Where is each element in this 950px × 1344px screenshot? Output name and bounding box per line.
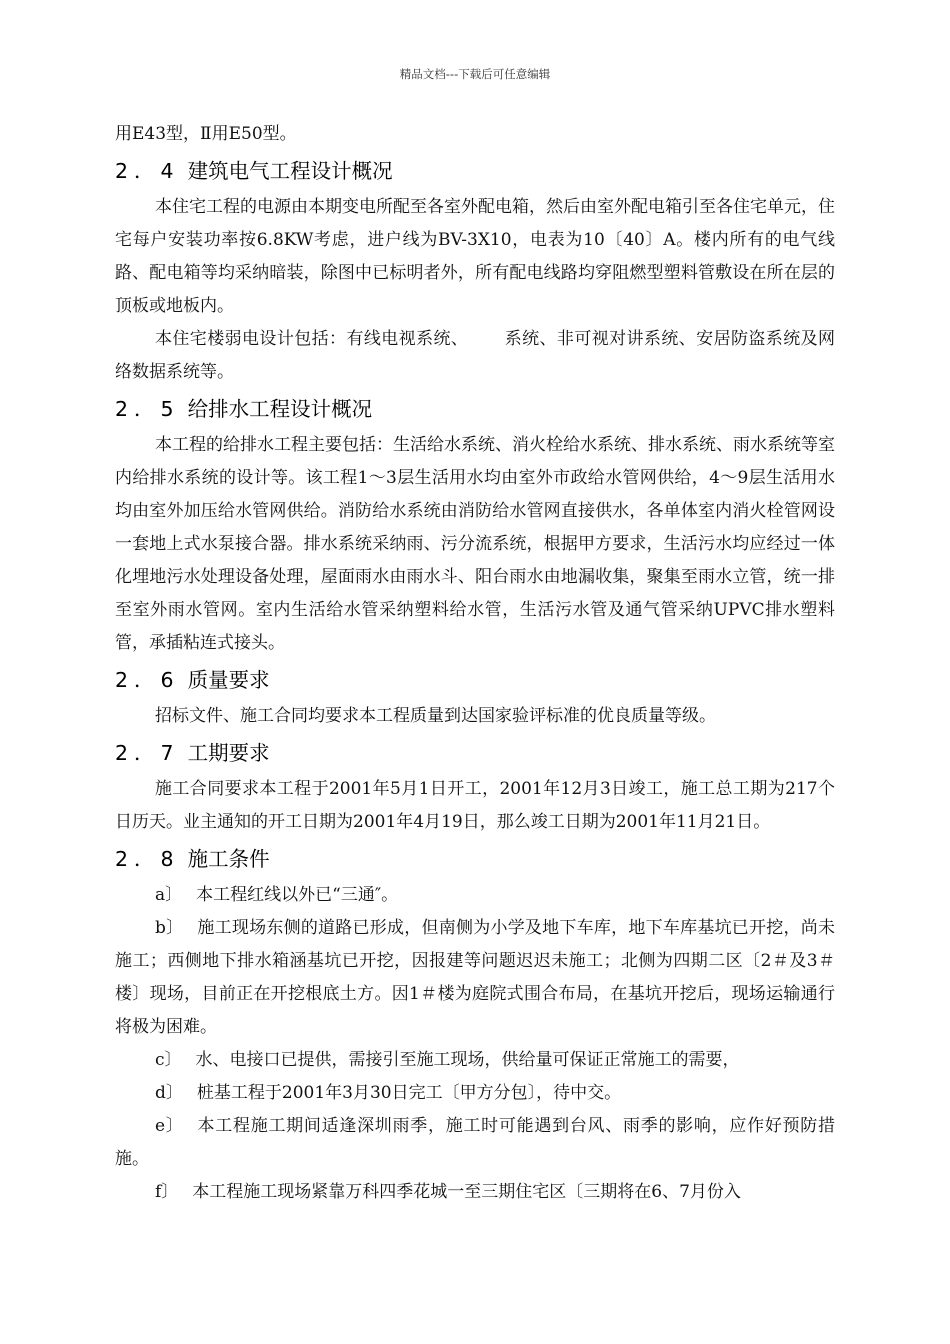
list-marker: d〕	[155, 1083, 183, 1103]
list-item-text: 本工程施工期间适逢深圳雨季，施工时可能遇到台风、雨季的影响，应作好预防措施。	[115, 1116, 836, 1169]
list-item	[115, 1176, 835, 1209]
list-item-text: 本工程施工现场紧靠万科四季花城一至三期住宅区〔三期将在6、7月份入	[192, 1182, 741, 1202]
list-item	[115, 879, 835, 912]
list-item-text: 施工现场东侧的道路已形成，但南侧为小学及地下车库，地下车库基坑已开挖，尚未施工；西侧地下排水箱涵基坑已开挖，因报建等问题迟迟未施工；北侧为四期二区〔2＃及3＃楼〕现场，目前正在开挖根底土方。因1＃楼为庭院式围合布局，在基坑开挖后，现场运输通行将极为困难。	[115, 918, 836, 1037]
paragraph	[115, 323, 835, 389]
list-marker: e〕	[155, 1116, 184, 1136]
section-title: 建筑电气工程设计概况	[187, 159, 393, 183]
paragraph: 本工程的给排水工程主要包括：生活给水系统、消火栓给水系统、排水系统、雨水系统等室内给排水系统的设计等。该工程1～3层生活用水均由室外市政给水管网供给，4～9层生活用水均由室外加压给水管网供给。消防给水系统由消防给水管网直接供水，各单体室内消火栓管网设一套地上式水泵接合器。排水系统采纳雨、污分流系统，根据甲方要求，生活污水均应经过一体化埋地污水处理设备处理，屋面雨水由雨水斗、阳台雨水由地漏收集，聚集至雨水立管，统一排至室外雨水管网。室内生活给水管采纳塑料给水管，生活污水管及通气管采纳UPVC排水塑料管，承插粘连式接头。	[115, 435, 835, 653]
list-item-text: 桩基工程于2001年3月30日完工〔甲方分包〕，待中交。	[196, 1083, 622, 1103]
paragraph: 本住宅工程的电源由本期变电所配至各室外配电箱，然后由室外配电箱引至各住宅单元，住宅每户安装功率按6.8KW考虑，进户线为BV-3X10，电表为10〔40〕A。楼内所有的电气线路、配电箱等均采纳暗装，除图中已标明者外，所有配电线路均穿阻燃型塑料管敷设在所在层的顶板或地板内。	[115, 197, 835, 316]
paragraph-part: 本住宅楼弱电设计包括：有线电视系统、	[155, 329, 469, 349]
section-heading-2-6	[115, 660, 835, 700]
list-item	[115, 1077, 835, 1110]
section-number: 2．4	[115, 159, 180, 183]
list-marker: c〕	[155, 1050, 182, 1070]
section-heading-2-5	[115, 389, 835, 429]
section-title: 施工条件	[187, 847, 270, 871]
list-marker: f〕	[155, 1182, 179, 1202]
list-item	[115, 1044, 835, 1077]
section-title: 给排水工程设计概况	[187, 397, 373, 421]
intro-line: 用E43型，Ⅱ用E50型。	[115, 124, 297, 144]
section-heading-2-7	[115, 733, 835, 773]
list-item	[115, 912, 835, 1044]
section-number: 2．5	[115, 397, 180, 421]
list-item	[115, 1110, 835, 1176]
section-heading-2-4	[115, 151, 835, 191]
section-title: 工期要求	[187, 741, 270, 765]
section-heading-2-8	[115, 839, 835, 879]
list-item-text: 本工程红线以外已“三通″。	[196, 885, 399, 905]
list-marker: a〕	[155, 885, 183, 905]
section-number: 2．6	[115, 668, 180, 692]
list-marker: b〕	[155, 918, 184, 938]
paragraph: 招标文件、施工合同均要求本工程质量到达国家验评标准的优良质量等级。	[155, 706, 716, 726]
section-title: 质量要求	[187, 668, 270, 692]
page-header: 精品文档---下载后可任意编辑	[399, 67, 551, 81]
paragraph: 施工合同要求本工程于2001年5月1日开工，2001年12月3日竣工，施工总工期为217个日历天。业主通知的开工日期为2001年4月19日，那么竣工日期为2001年11月21日。	[115, 779, 835, 832]
section-number: 2．7	[115, 741, 180, 765]
document-body	[115, 118, 835, 1209]
section-number: 2．8	[115, 847, 180, 871]
paragraph-part: 系统、非可视对讲系统、安居防盗系统及网络数据系统等。	[115, 329, 835, 382]
list-item-text: 水、电接口已提供，需接引至施工现场，供给量可保证正常施工的需要，	[195, 1050, 740, 1070]
